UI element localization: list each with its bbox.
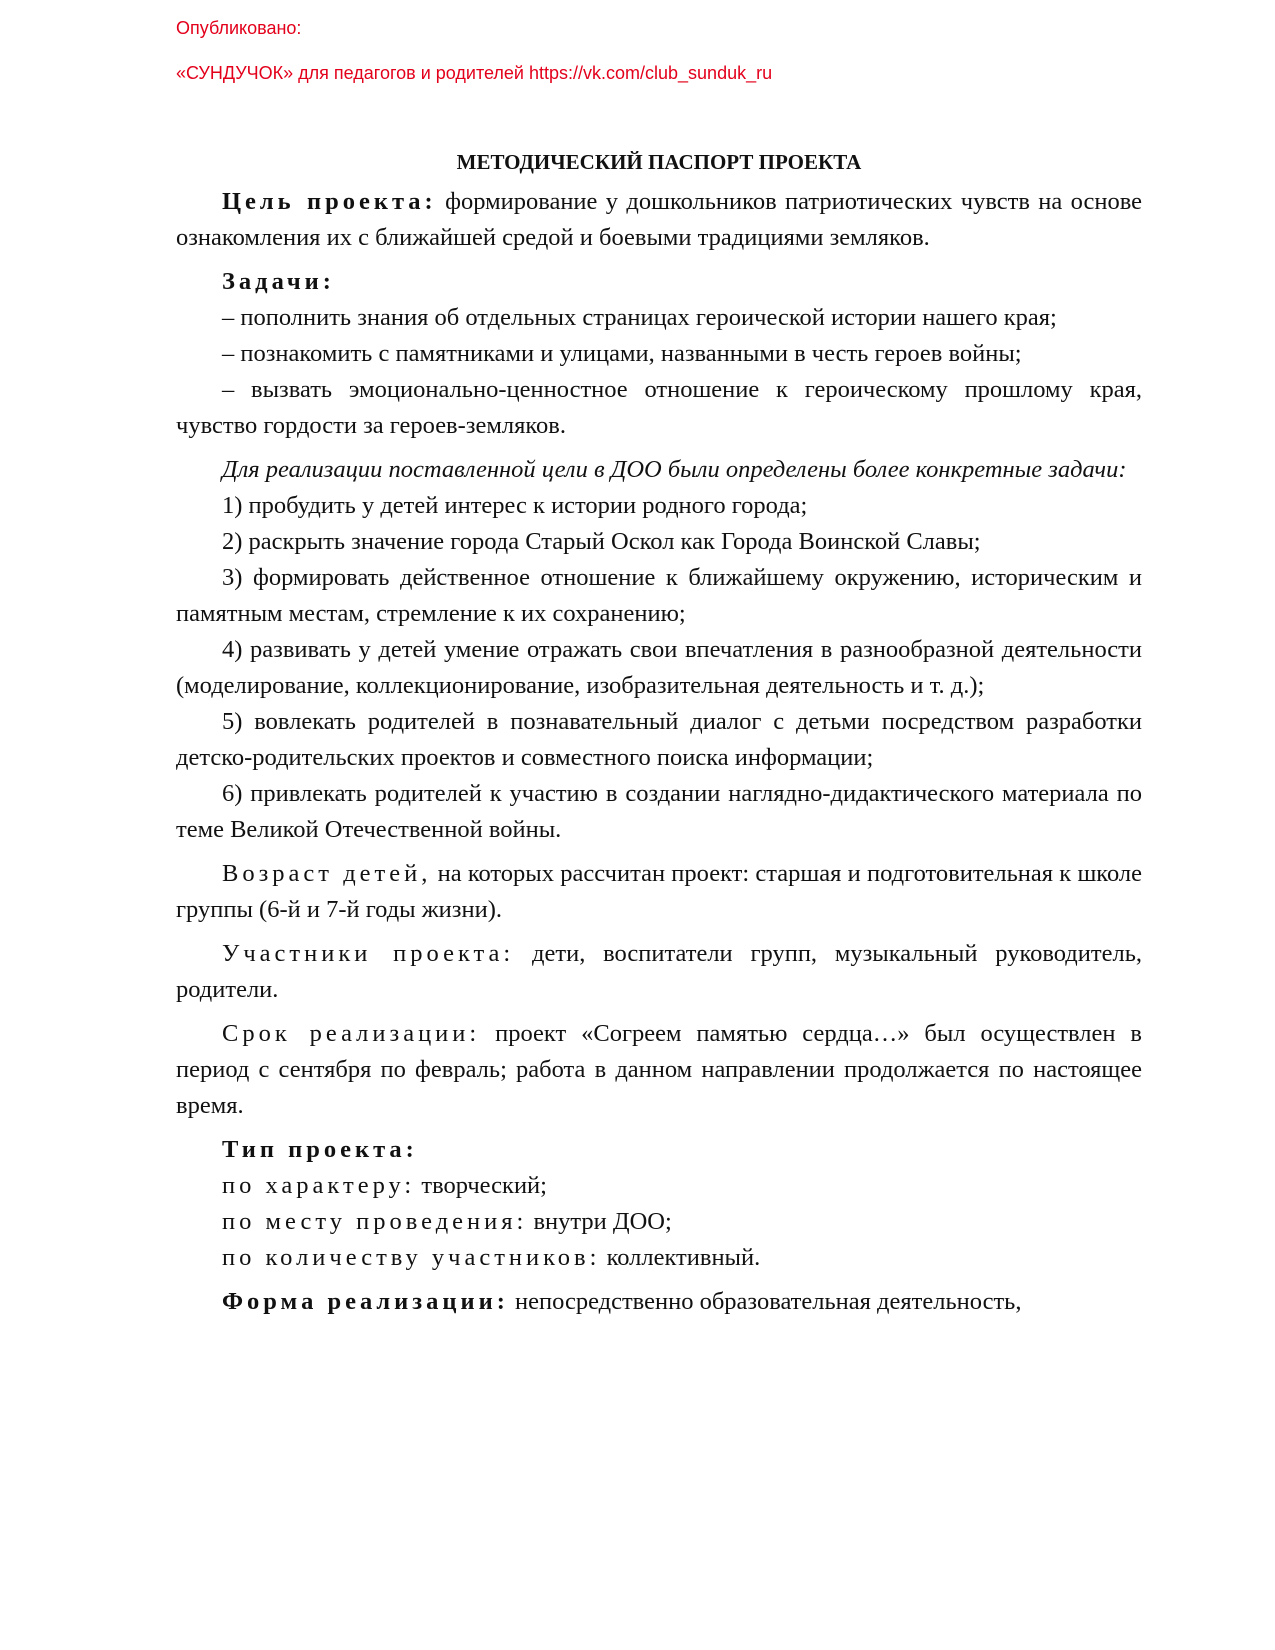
term-label: Срок реализации: (222, 1020, 481, 1047)
specific-task-item: 1) пробудить у детей интерес к истории родного города; (222, 492, 808, 519)
task-item: – пополнить знания об отдельных страницах героической истории нашего края; (222, 304, 1057, 331)
project-type-row (176, 1240, 1142, 1276)
project-type-row-label: по характеру: (222, 1172, 416, 1199)
task-item: – вызвать эмоционально-ценностное отношение к героическому прошлому края, чувство гордости за героев-земляков. (176, 376, 1142, 439)
form-label: Форма реализации: (222, 1288, 509, 1315)
document-title: МЕТОДИЧЕСКИЙ ПАСПОРТ ПРОЕКТА (456, 150, 862, 174)
project-type-row (176, 1204, 1142, 1240)
project-type-row-label: по количеству участников: (222, 1244, 601, 1271)
project-type-row (176, 1168, 1142, 1204)
form-text: непосредственно образовательная деятельность, (508, 1288, 1022, 1315)
project-type-row-value: творческий; (415, 1172, 547, 1199)
age-paragraph (176, 856, 1142, 928)
task-item: – познакомить с памятниками и улицами, названными в честь героев войны; (222, 340, 1022, 367)
project-type-heading (176, 1132, 1142, 1168)
specific-task-item: 2) раскрыть значение города Старый Оскол как Города Воинской Славы; (222, 528, 981, 555)
goal-text: формирование у дошкольников патриотических чувств на основе ознакомления их с ближайшей средой и боевыми традициями земляков. (176, 188, 1142, 251)
specific-task-item: 3) формировать действенное отношение к ближайшему окружению, историческим и памятным местам, стремление к их сохранению; (176, 564, 1142, 627)
tasks-label: Задачи: (222, 268, 335, 295)
participants-paragraph (176, 936, 1142, 1008)
project-type-label: Тип проекта: (222, 1136, 418, 1163)
project-type-row-value: внутри ДОО; (527, 1208, 672, 1235)
age-text: на которых рассчитан проект: старшая и подготовительная к школе группы (6-й и 7-й годы жизни). (176, 860, 1142, 923)
published-label: Опубликовано: (176, 18, 302, 38)
source-line: «СУНДУЧОК» для педагогов и родителей https://vk.com/club_sunduk_ru (176, 63, 773, 83)
term-paragraph (176, 1016, 1142, 1124)
specific-task-item: 5) вовлекать родителей в познавательный диалог с детьми посредством разработки детско-родительских проектов и совместного поиска информации; (176, 708, 1142, 771)
participants-text: дети, воспитатели групп, музыкальный руководитель, родители. (176, 940, 1142, 1003)
goal-paragraph (176, 184, 1142, 256)
term-text: проект «Согреем памятью сердца…» был осуществлен в период с сентября по февраль; работа в данном направлении продолжается по настоящее время. (176, 1020, 1142, 1119)
participants-label: Участники проекта: (222, 940, 515, 967)
specific-task-item: 6) привлекать родителей к участию в создании наглядно-дидактического материала по теме Великой Отечественной войны. (176, 780, 1142, 843)
project-type-row-label: по месту проведения: (222, 1208, 528, 1235)
tasks-heading (176, 264, 1142, 300)
project-type-row-value: коллективный. (600, 1244, 761, 1271)
age-label: Возраст детей, (222, 860, 432, 887)
specific-task-item: 4) развивать у детей умение отражать свои впечатления в разнообразной деятельности (моделирование, коллекционирование, изобразительная деятельность и т. д.); (176, 636, 1142, 699)
document-body (176, 150, 1142, 1320)
form-paragraph (176, 1284, 1142, 1320)
goal-label: Цель проекта: (222, 188, 437, 215)
specific-tasks-intro: Для реализации поставленной цели в ДОО были определены более конкретные задачи: (222, 456, 1127, 483)
